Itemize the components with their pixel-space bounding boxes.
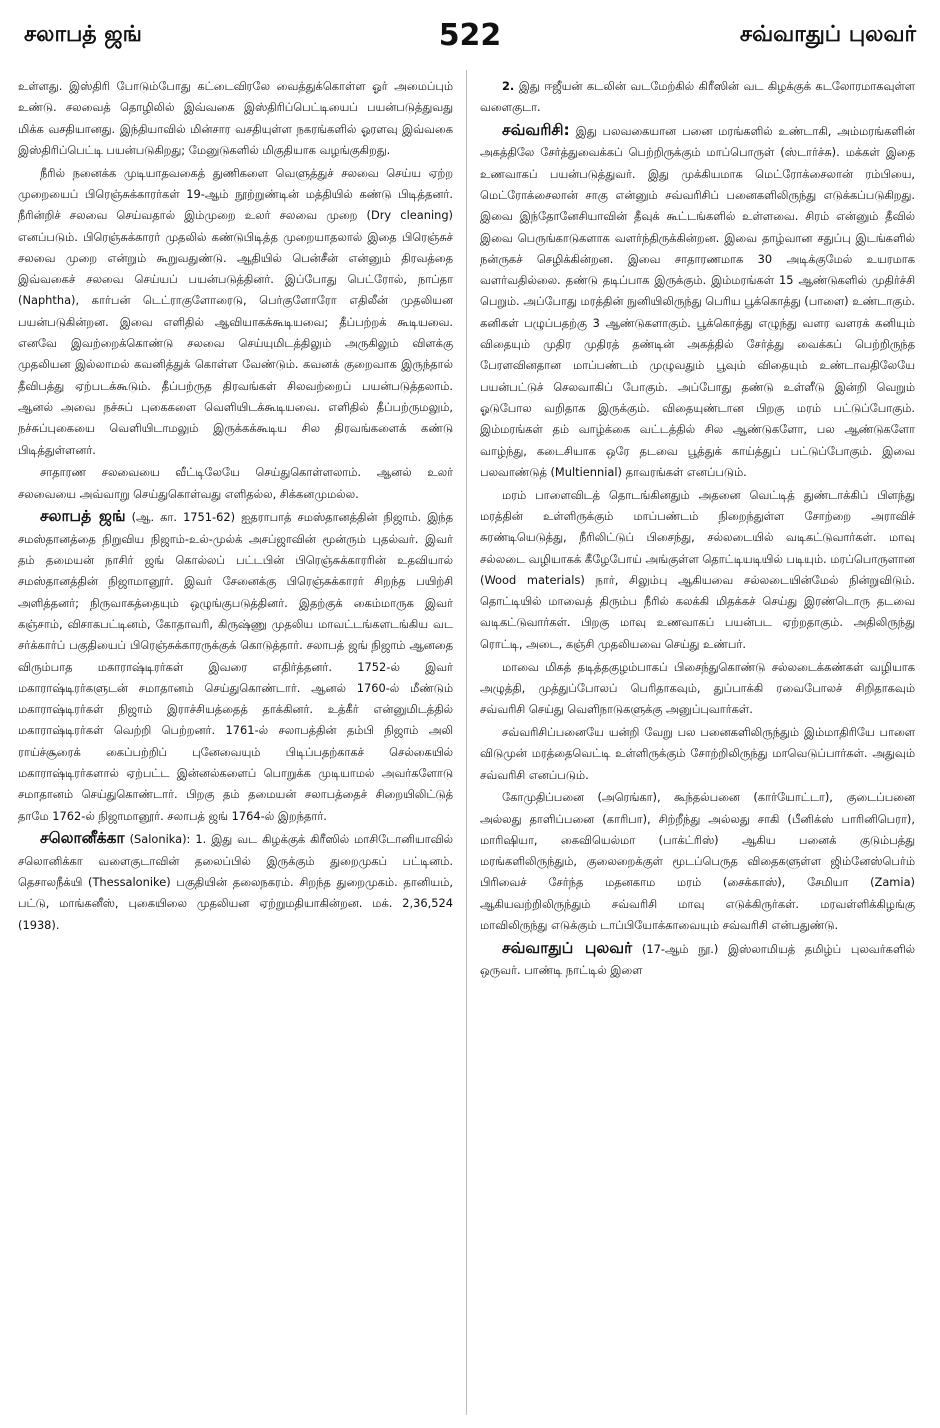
entry-sago-text: இது பலவகையான பனை மரங்களில் உண்டாகி, அம்மரங்களின் அகத்திலே சேர்த்துவைக்கப் பெற்றிருக்கும் மாப்பொருள் (ஸ்டார்ச்சு). மக்கள் இதை உணவாகப் பயன்படுத்துவர். இது முக்கியமாக மெட்ரோக்சைலான் ரம்பியை, மெட்ரோக்சைலான் சாகு என்னும் சவ்வரிசிப் பனைகளிலிருந்து எடுக்கப்படுகிறது. இவை இந்தோனேசியாவின் தீவுக் கூட்டங்களில் உள்ளவை. சிரம் என்னும் தீவில் இவை பெருங்காடுகளாக வளர்ந்திருக்கின்றன. இவை தாழ்வான சதுப்பு இடங்களில் நன்ருகச் செழிக்கின்றன. இவை சாதாரணமாக 30 அடிக்குமேல் உயரமாக வளர்வதில்லை. தண்டு தடிப்பாக இருக்கும். இம்மரங்கள் 15 ஆண்டுகளில் முதிர்ச்சி பெறும். அப்போது மரத்தின் நுனியிலிருந்து பெரிய பூக்கொத்து (பாளை) உண்டாகும். கனிகள் பழுப்பதற்கு 3 ஆண்டுகளாகும். பூக்கொத்து எழுந்து வளர வளரக் கனியும் விதையும் முதிர முதிரத் தண்டின் அகத்தில் சேர்த்து வைக்கப் பெற்றிருந்த பேரளவினதான மாப்பண்டம் முழுவதும் பூவும் விதையும் உண்டாவதிலேயே பயன்பட்டுச் செலவாகிப் போகும். அப்போது தண்டு உள்ளீடு இன்றி வெறும் ஓடுபோல வறிதாக இருக்கும். விதையுண்டான பிறகு மரம் பட்டுப்போகும். இம்மரங்கள் தம் வாழ்க்கை வட்டத்தில் சில ஆண்டுகளோ, பல ஆண்டுகளோ வாழ்ந்து, கடைசியாக ஒரே தடவை பூத்துக் காய்த்துப் பட்டுப்போகும். இவை பலவாண்டுத் (Multiennial) தாவரங்கள் எனப்படும். xyxy=(480,124,915,479)
paragraph-sago-pearls: மாவை மிகத் தடித்தகுழம்பாகப் பிசைந்துகொண்டு சல்லடைக்கண்கள் வழியாக அழுத்தி, முத்துப்போலப் பெரிதாகவும், துப்பாக்கி ரவைபோலச் சிறிதாகவும் சவ்வரிசி செய்து வெளிநாடுகளுக்கு அனுப்புவார்கள். xyxy=(480,659,915,717)
running-head-right: சவ்வாதுப் புலவர் xyxy=(739,22,916,47)
page-number: 522 xyxy=(438,18,502,53)
entry-sago xyxy=(480,120,915,483)
sense-number: 2. xyxy=(502,79,515,93)
paragraph-dry-cleaning: நீரில் நனைக்க முடியாதவகைத் துணிகளை வெளுத்துச் சலவை செய்ய ஏற்ற முறையைப் பிரெஞ்சுக்காரர்கள் 19-ஆம் நூற்றுண்டின் மத்தியில் கண்டு பிடித்தனர். நீரின்றிச் சலவை செய்வதால் இம்முறை உலர் சலவை முறை (Dry cleaning) எனப்படும். பிரெஞ்சுக்காரர் முதலில் கண்டுபிடித்த முறையாதலால் இதை பிரெஞ்சுச் சலவை முறை என்றும் கூறுவதுண்டு. ஆதியில் பென்சீன் என்னும் திரவத்தை இவ்வகைச் சலவை செய்யப் பயன்படுத்தினர். இப்போது பெட்ரோல், நாப்தா (Naphtha), கார்பன் டெட்ராகுளோரைடு, பெர்குளோரோ எதிலீன் முதலியன பயன்படுகின்றன. இவை எளிதில் ஆவியாகக்கூடியவை; தீப்பற்றக் கூடியவை. எனவே இவற்றைக்கொண்டு சலவை செய்யுமிடத்திலும் அருகிலும் விளக்கு முதலியன இல்லாமல் கவனித்துக் கொள்ள வேண்டும். கவனக் குறைவாக இருந்தால் தீவிபத்து ஏற்படக்கூடும். தீப்பற்ருத திரவங்கள் சிலவற்றைப் பயன்படுத்தலாம். ஆனல் அவை நச்சுப் புகைகளை வெளியிடக்கூடியவை. எளிதில் தீப்பற்ருமலும், நச்சுப்புகையை வெளியிடாமலும் இருக்கக்கூடிய சில திரவங்களைக் கண்டு பிடித்துள்ளனர். xyxy=(18,165,453,457)
sense-2-text: இது ஈஜீயன் கடலின் வடமேற்கில் கிரீஸின் வட கிழக்குக் கடலோரமாகவுள்ள வளைகுடா. xyxy=(480,79,915,115)
page-header xyxy=(14,18,926,58)
headword-savvathu-pulavar: சவ்வாதுப் புலவர் xyxy=(502,938,633,957)
headword-sago: சவ்வரிசி: xyxy=(502,121,570,140)
paragraph-ironing-end: உள்ளது. இஸ்திரி போடும்போது கட்டைவிரலே வைத்துக்கொள்ள ஓர் அமைப்பும் உண்டு. சலவைத் தொழிலில் இவ்வகை இஸ்திரிப்பெட்டியைப் பயன்படுத்துவது மிக்க வசதியானது. இந்தியாவில் மின்சார வசதியுள்ள நகரங்களில் ஓரளவு இவ்வகை இஸ்திரிப்பெட்டி பயன்படுகிறது; மேனுடுகளில் மிகுதியாக வழங்குகிறது. xyxy=(18,79,453,157)
left-column xyxy=(18,76,453,1416)
headword-salabat-jang: சலாபத் ஜங் xyxy=(40,507,126,526)
right-column xyxy=(480,76,915,1416)
paragraph-other-palms: சவ்வரிசிப்பனையே யன்றி வேறு பல பனைகளிலிருந்தும் இம்மாதிரியே பாளை விடுமுன் மரத்தைவெட்டி உள்ளிருக்கும் சோற்றிலிருந்து மாவெடுப்பார்கள். அதுவும் சவ்வரிசி எனப்படும். xyxy=(480,724,915,782)
column-divider xyxy=(466,70,467,1415)
paragraph-sago-extraction: மரம் பாளைவிடத் தொடங்கினதும் அதனை வெட்டித் துண்டாக்கிப் பிளந்து மரத்தின் உள்ளிருக்கும் மாப்பண்டம் நிறைந்துள்ள சோற்றை அராவிச் சுரண்டியெடுத்து, நீரிலிட்டுப் பிசைந்து, சல்லடையில் வடிகட்டுவார்கள். மாவு சல்லடை வழியாகக் கீழேபோய் அங்குள்ள தொட்டியடியில் படியும். மரப்பொருளான (Wood materials) நார், சிலும்பு ஆகியவை சல்லடையின்மேல் நின்றுவிடும். தொட்டியில் மாவைத் திரும்ப நீரில் கலக்கி மிதக்கச் செய்து இரண்டொரு தடவை வடிகட்டுவார்கள். பிறகு மாவு உணவாகப் பயன்பட ஏற்றதாகும். அதிலிருந்து ரொட்டி, அடை, கஞ்சி முதலியவை செய்து உண்பர். xyxy=(480,487,915,651)
entry-savvathu-pulavar xyxy=(480,938,915,982)
entry-salabat-jang xyxy=(18,506,453,826)
entry-salonika xyxy=(18,828,453,935)
entry-salabat-jang-text: (ஆ. கா. 1751-62) ஐதராபாத் சமஸ்தானத்தின் நிஜாம். இந்த சமஸ்தானத்தை நிறுவிய நிஜாம்-உல்-முல்க் அசப்ஜாவின் மூன்ரும் புதல்வர். இவர் தம் தமையன் நாசிர் ஜங் கொல்லப் பட்டபின் பிரெஞ்சுக்காரரின் உதவியால் சமஸ்தானத்தின் நிஜாமானூர். இவர் சேனைக்கு பிரெஞ்சுக்காரர் சிறந்த பயிற்சி அளித்தனர்; நிருவாகத்தையும் ஒழுங்குபடுத்தினர். இதற்குக் கைம்மாருக இவர் கஞ்சாம், விசாகபட்டினம், கோதாவரி, கிருஷ்ணு முதலிய மாவட்டங்களடங்கிய வட சர்க்கார்ப் பகுதியைப் பிரெஞ்சுக்காரருக்குக் கொடுத்தார். சலாபத் ஜங் நிஜாம் ஆனதை விரும்பாத மகாராஷ்டிரர்கள் இவரை எதிர்த்தனர். 1752-ல் இவர் மகாராஷ்டிரர்களுடன் சமாதானம் செய்துகொண்டார். ஆனல் 1760-ல் மீண்டும் மகாராஷ்டிரர்கள் நிஜாம் இராச்சியத்தைத் தாக்கினர். உத்கீர் என்னுமிடத்தில் மகாராஷ்டிரர்கள் வெற்றி பெற்றனர். 1761-ல் சலாபத்தின் தம்பி நிஜாம் அலி ராய்ச்சூரைக் கைப்பற்றிப் புனேவையும் பிடிப்பதற்காகச் செல்கையில் மகாராஷ்டிரர்களால் ஏற்பட்ட இன்னல்களைப் பொறுக்க முடியாமல் அவர்களோடு சமாதானம் செய்துகொண்டார். பிறகு தம் தமையன் சலாபத்தைச் சிறையிலிட்டுத் தாமே 1762-ல் நிஜாமானூர். சலாபத் ஜங் 1764-ல் இறந்தார். xyxy=(18,510,453,823)
entry-savvathu-pulavar-text: (17-ஆம் நூ.) இஸ்லாமியத் தமிழ்ப் புலவர்களில் ஒருவர். பாண்டி நாட்டில் இளை xyxy=(480,941,915,978)
paragraph-home-washing: சாதாரண சலவையை வீட்டிலேயே செய்துகொள்ளலாம். ஆனல் உலர் சலவையை அவ்வாறு செய்துகொள்வது எளிதல்ல, சிக்கனமுமல்ல. xyxy=(18,465,453,501)
entry-salonika-sense-2 xyxy=(480,76,915,119)
entry-salonika-text: (Salonika): 1. இது வட கிழக்குக் கிரீஸில் மாசிடோனியாவில் சலொனிக்கா வளைகுடாவின் தலைப்பில் இருக்கும் துறைமுகப் பட்டினம். தெசாலநீக்யி (Thessalonike) பகுதியின் தலைநகரம். சிறந்த துறைமுகம். தானியம், பட்டு, மாங்கனீஸ், புகையிலை முதலியன ஏற்றுமதியாகின்றன. மக். 2,36,524 (1938). xyxy=(18,832,453,932)
paragraph-sago-sources: கோமுதிப்பனை (அரெங்கா), கூந்தல்பனை (கார்யோட்டா), குடைப்பனை அல்லது தாளிப்பனை (காரிபா), சிற்றீந்து அல்லது சாகி (பீனிக்ஸ் பாரினிபெரா), மாரிஷியா, கைவியெல்மா (பாக்ட்ரிஸ்) ஆகிய பனைக் குடும்பத்து மரங்களிலிருந்தும், குலைறைக்குள் மூடப்பெருத விதைகளுள்ள ஜிம்னேஸ்பெர்ம் பிரிவைச் சேர்ந்த மதனகாம மரம் (சைக்காஸ்), சேமியா (Zamia) ஆகியவற்றிலிருந்தும் சவ்வரிசி மாவு எடுக்கிருர்கள். மரவள்ளிக்கிழங்கு மாவிலிருந்து எடுக்கும் டாப்பியோக்காவையும் சவ்வரிசி என்பதுண்டு. xyxy=(480,790,915,933)
running-head-left: சலாபத் ஜங் xyxy=(24,22,142,47)
headword-salonika: சலொனீக்கா xyxy=(40,829,125,848)
